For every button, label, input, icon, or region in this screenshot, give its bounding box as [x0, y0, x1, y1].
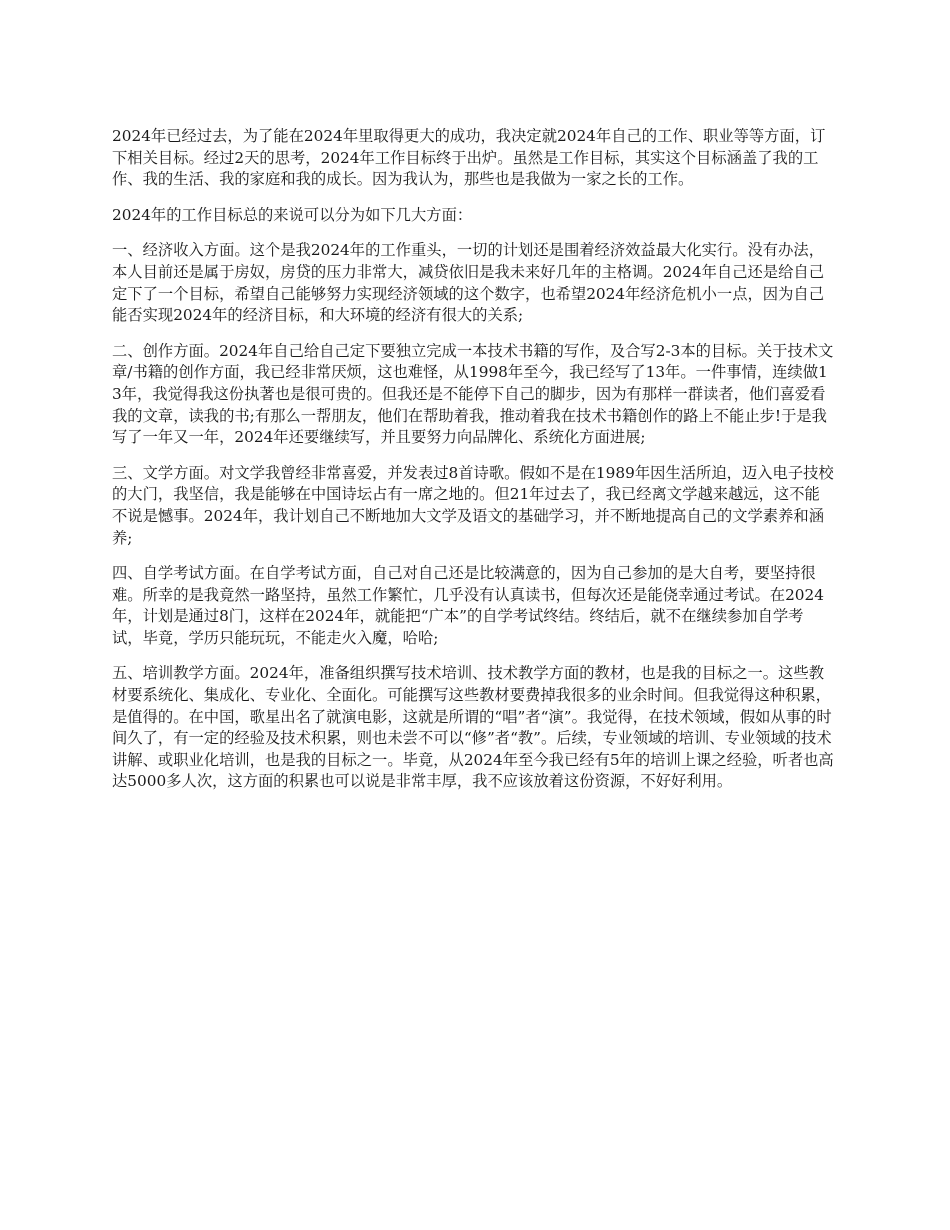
paragraph-literature: 三、文学方面。对文学我曾经非常喜爱，并发表过8首诗歌。假如不是在1989年因生活所迫，迈入电子技校的大门，我坚信，我是能够在中国诗坛占有一席之地的。但21年过去了，我已经离文学越来越远，这不能不说是憾事。2024年，我计划自己不断地加大文学及语文的基础学习，并不断地提高自己的文学素养和涵养; [112, 463, 834, 547]
paragraph-economic-income: 一、经济收入方面。这个是我2024年的工作重头，一切的计划还是围着经济效益最大化实行。没有办法，本人目前还是属于房奴，房贷的压力非常大，减贷依旧是我未来好几年的主格调。2024年自己还是给自己定下了一个目标，希望自己能够努力实现经济领域的这个数字，也希望2024年经济危机小一点，因为自己能否实现2024年的经济目标，和大环境的经济有很大的关系; [112, 241, 824, 325]
paragraph-overview: 2024年的工作目标总的来说可以分为如下几大方面： [112, 205, 473, 224]
paragraph-writing: 二、创作方面。2024年自己给自己定下要独立完成一本技术书籍的写作，及合写2-3本的目标。关于技术文章/书籍的创作方面，我已经非常厌烦，这也难怪，从1998年至今，我已经写了13年。一件事情，连续做13年，我觉得我这份执著也是很可贵的。但我还是不能停下自己的脚步，因为有那样一群读者，他们喜爱看我的文章，读我的书;有那么一帮朋友，他们在帮助着我，推动着我在技术书籍创作的路上不能止步!于是我写了一年又一年，2024年还要继续写，并且要努力向品牌化、系统化方面进展; [112, 341, 834, 447]
paragraph-training-teaching: 五、培训教学方面。2024年，准备组织撰写技术培训、技术教学方面的教材，也是我的目标之一。这些教材要系统化、集成化、专业化、全面化。可能撰写这些教材要费掉我很多的业余时间。但我觉得这种积累，是值得的。在中国，歌星出名了就演电影，这就是所谓的“唱”者“演”。我觉得，在技术领域，假如从事的时间久了，有一定的经验及技术积累，则也未尝不可以“修”者“教”。后续，专业领域的培训、专业领域的技术讲解、或职业化培训，也是我的目标之一。毕竟，从2024年至今我已经有5年的培训上课之经验，听者也高达5000多人次，这方面的积累也可以说是非常丰厚，我不应该放着这份资源，不好好利用。 [112, 664, 834, 791]
document-body [112, 126, 834, 807]
paragraph-intro: 2024年已经过去，为了能在2024年里取得更大的成功，我决定就2024年自己的工作、职业等等方面，订下相关目标。经过2天的思考，2024年工作目标终于出炉。虽然是工作目标，其实这个目标涵盖了我的工作、我的生活、我的家庭和我的成长。因为我认为，那些也是我做为一家之长的工作。 [112, 127, 826, 189]
paragraph-self-study-exam: 四、自学考试方面。在自学考试方面，自己对自己还是比较满意的，因为自己参加的是大自考，要坚持很难。所幸的是我竟然一路坚持，虽然工作繁忙，几乎没有认真读书，但每次还是能侥幸通过考试。在2024年，计划是通过8门，这样在2024年，就能把“广本”的自学考试终结。终结后，就不在继续参加自学考试，毕竟，学历只能玩玩，不能走火入魔，哈哈; [112, 564, 824, 647]
